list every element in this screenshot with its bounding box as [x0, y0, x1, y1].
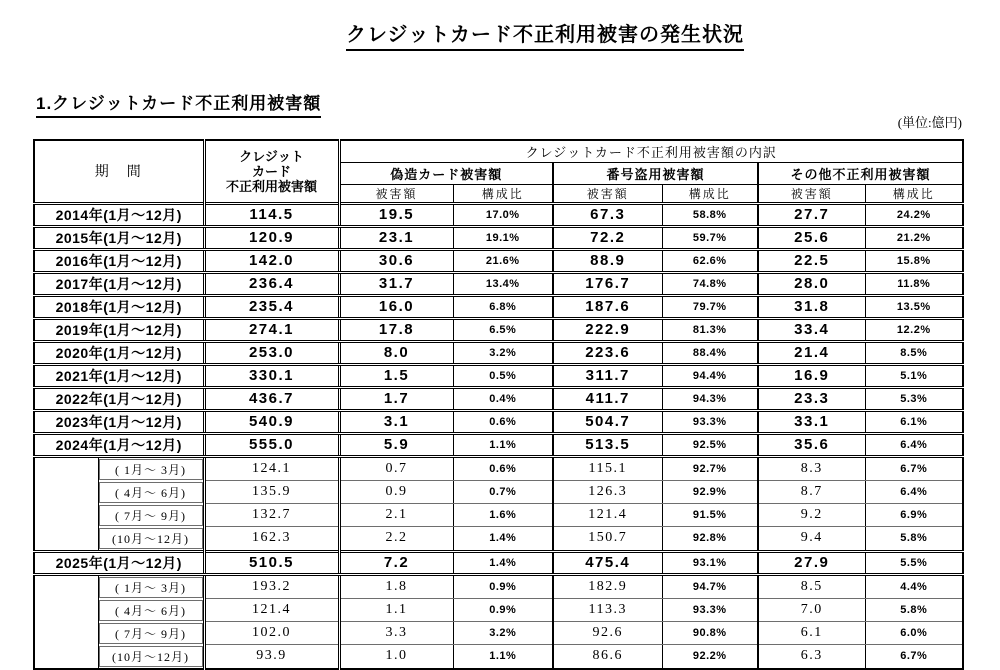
- section-heading: 1.クレジットカード不正利用被害額: [36, 89, 321, 118]
- total-damage-cell: 274.1: [204, 318, 339, 341]
- total-header-line3: 不正利用被害額: [225, 178, 317, 194]
- other-amount-cell: 27.9: [758, 551, 865, 574]
- counterfeit-amount-cell: 23.1: [339, 226, 453, 249]
- counterfeit-ratio-cell: 19.1%: [453, 226, 553, 249]
- number-theft-amount-cell: 411.7: [553, 387, 662, 410]
- ratio-subheader: 構成比: [865, 184, 963, 203]
- number-theft-amount-cell: 513.5: [553, 433, 662, 456]
- other-ratio-cell: 13.5%: [865, 295, 963, 318]
- other-ratio-cell: 4.4%: [865, 574, 963, 599]
- other-ratio-cell: 6.7%: [865, 645, 963, 669]
- total-header-line1: クレジット: [239, 148, 304, 164]
- total-damage-cell: 142.0: [204, 249, 339, 272]
- number-theft-amount-cell: 113.3: [553, 599, 662, 622]
- ratio-subheader: 構成比: [453, 184, 553, 203]
- counterfeit-amount-cell: 7.2: [339, 551, 453, 574]
- table-row-year: [34, 341, 963, 364]
- other-amount-cell: 35.6: [758, 433, 865, 456]
- total-damage-cell: 236.4: [204, 272, 339, 295]
- other-amount-cell: 16.9: [758, 364, 865, 387]
- table-row-quarter: [34, 645, 963, 669]
- group-header-other: その他不正利用被害額: [758, 162, 963, 184]
- ratio-subheader: 構成比: [662, 184, 758, 203]
- table-row-year: [34, 551, 963, 574]
- counterfeit-ratio-cell: 3.2%: [453, 341, 553, 364]
- other-amount-cell: 9.4: [758, 527, 865, 552]
- counterfeit-amount-cell: 19.5: [339, 203, 453, 226]
- number-theft-ratio-cell: 93.3%: [662, 410, 758, 433]
- table-row-year: [34, 295, 963, 318]
- other-amount-cell: 8.7: [758, 481, 865, 504]
- table-row-year: [34, 387, 963, 410]
- counterfeit-ratio-cell: 13.4%: [453, 272, 553, 295]
- other-amount-cell: 25.6: [758, 226, 865, 249]
- number-theft-amount-cell: 187.6: [553, 295, 662, 318]
- period-cell: 2019年(1月～12月): [34, 318, 204, 341]
- other-ratio-cell: 24.2%: [865, 203, 963, 226]
- counterfeit-amount-cell: 5.9: [339, 433, 453, 456]
- total-damage-cell: 93.9: [204, 645, 339, 669]
- other-ratio-cell: 12.2%: [865, 318, 963, 341]
- period-cell: 2014年(1月～12月): [34, 203, 204, 226]
- number-theft-ratio-cell: 62.6%: [662, 249, 758, 272]
- counterfeit-amount-cell: 16.0: [339, 295, 453, 318]
- period-cell: 2016年(1月～12月): [34, 249, 204, 272]
- number-theft-amount-cell: 176.7: [553, 272, 662, 295]
- amount-subheader: 被害額: [758, 184, 865, 203]
- total-damage-cell: 114.5: [204, 203, 339, 226]
- total-damage-cell: 121.4: [204, 599, 339, 622]
- total-damage-cell: 253.0: [204, 341, 339, 364]
- total-damage-cell: 330.1: [204, 364, 339, 387]
- table-row-quarter: [34, 527, 963, 552]
- counterfeit-ratio-cell: 0.9%: [453, 574, 553, 599]
- counterfeit-amount-cell: 2.2: [339, 527, 453, 552]
- table-row-year: [34, 272, 963, 295]
- page-title-wrap: [0, 18, 1000, 47]
- number-theft-amount-cell: 115.1: [553, 456, 662, 481]
- other-ratio-cell: 6.7%: [865, 456, 963, 481]
- number-theft-ratio-cell: 81.3%: [662, 318, 758, 341]
- number-theft-amount-cell: 223.6: [553, 341, 662, 364]
- number-theft-amount-cell: 150.7: [553, 527, 662, 552]
- counterfeit-ratio-cell: 17.0%: [453, 203, 553, 226]
- other-ratio-cell: 5.8%: [865, 599, 963, 622]
- counterfeit-amount-cell: 1.7: [339, 387, 453, 410]
- fraud-damage-table: [33, 139, 964, 670]
- other-amount-cell: 21.4: [758, 341, 865, 364]
- number-theft-ratio-cell: 91.5%: [662, 504, 758, 527]
- other-amount-cell: 8.3: [758, 456, 865, 481]
- period-cell: 2025年(1月～12月): [34, 551, 204, 574]
- table-row-quarter: [34, 456, 963, 481]
- counterfeit-amount-cell: 2.1: [339, 504, 453, 527]
- number-theft-ratio-cell: 94.3%: [662, 387, 758, 410]
- table-row-year: [34, 203, 963, 226]
- other-ratio-cell: 5.5%: [865, 551, 963, 574]
- number-theft-amount-cell: 92.6: [553, 622, 662, 645]
- table-row-quarter: [34, 574, 963, 599]
- period-cell: 2023年(1月～12月): [34, 410, 204, 433]
- total-damage-cell: 162.3: [204, 527, 339, 552]
- number-theft-amount-cell: 86.6: [553, 645, 662, 669]
- quarter-period-label: ( 7月～ 9月): [99, 505, 203, 526]
- other-amount-cell: 22.5: [758, 249, 865, 272]
- total-damage-cell: 540.9: [204, 410, 339, 433]
- table-row-year: [34, 226, 963, 249]
- quarter-period-label: ( 1月～ 3月): [99, 577, 203, 598]
- other-amount-cell: 8.5: [758, 574, 865, 599]
- counterfeit-ratio-cell: 0.7%: [453, 481, 553, 504]
- period-cell: 2015年(1月～12月): [34, 226, 204, 249]
- other-ratio-cell: 15.8%: [865, 249, 963, 272]
- other-amount-cell: 31.8: [758, 295, 865, 318]
- counterfeit-amount-cell: 8.0: [339, 341, 453, 364]
- other-amount-cell: 27.7: [758, 203, 865, 226]
- counterfeit-amount-cell: 17.8: [339, 318, 453, 341]
- other-amount-cell: 6.1: [758, 622, 865, 645]
- quarter-period-cell: [98, 456, 204, 481]
- counterfeit-amount-cell: 3.3: [339, 622, 453, 645]
- quarter-period-cell: [98, 622, 204, 645]
- total-damage-cell: 120.9: [204, 226, 339, 249]
- quarter-period-cell: [98, 645, 204, 669]
- table-row-year: [34, 318, 963, 341]
- other-ratio-cell: 6.4%: [865, 433, 963, 456]
- total-damage-cell: 235.4: [204, 295, 339, 318]
- period-cell: 2021年(1月～12月): [34, 364, 204, 387]
- total-column-header: [204, 140, 339, 203]
- other-amount-cell: 28.0: [758, 272, 865, 295]
- counterfeit-ratio-cell: 1.1%: [453, 645, 553, 669]
- counterfeit-amount-cell: 1.1: [339, 599, 453, 622]
- total-header-line2: カード: [251, 163, 291, 179]
- quarter-period-cell: [98, 527, 204, 552]
- counterfeit-ratio-cell: 0.5%: [453, 364, 553, 387]
- number-theft-ratio-cell: 74.8%: [662, 272, 758, 295]
- period-spacer-cell: [34, 574, 98, 669]
- group-header-number-theft: 番号盗用被害額: [553, 162, 758, 184]
- breakdown-header: クレジットカード不正利用被害額の内訳: [339, 140, 963, 162]
- period-cell: 2017年(1月～12月): [34, 272, 204, 295]
- quarter-period-label: ( 7月～ 9月): [99, 623, 203, 644]
- number-theft-amount-cell: 126.3: [553, 481, 662, 504]
- number-theft-ratio-cell: 92.7%: [662, 456, 758, 481]
- period-cell: 2020年(1月～12月): [34, 341, 204, 364]
- number-theft-amount-cell: 504.7: [553, 410, 662, 433]
- other-ratio-cell: 5.1%: [865, 364, 963, 387]
- counterfeit-ratio-cell: 1.4%: [453, 527, 553, 552]
- table-row-quarter: [34, 599, 963, 622]
- table-row-year: [34, 249, 963, 272]
- table-header: [34, 140, 963, 203]
- table-body: [34, 203, 963, 669]
- period-cell: 2022年(1月～12月): [34, 387, 204, 410]
- quarter-period-cell: [98, 574, 204, 599]
- counterfeit-amount-cell: 0.9: [339, 481, 453, 504]
- other-ratio-cell: 5.8%: [865, 527, 963, 552]
- number-theft-ratio-cell: 58.8%: [662, 203, 758, 226]
- number-theft-ratio-cell: 79.7%: [662, 295, 758, 318]
- counterfeit-amount-cell: 31.7: [339, 272, 453, 295]
- total-damage-cell: 135.9: [204, 481, 339, 504]
- number-theft-ratio-cell: 94.4%: [662, 364, 758, 387]
- other-amount-cell: 9.2: [758, 504, 865, 527]
- group-header-counterfeit: 偽造カード被害額: [339, 162, 553, 184]
- quarter-period-cell: [98, 504, 204, 527]
- counterfeit-ratio-cell: 6.8%: [453, 295, 553, 318]
- table-row-quarter: [34, 622, 963, 645]
- counterfeit-amount-cell: 3.1: [339, 410, 453, 433]
- other-ratio-cell: 6.0%: [865, 622, 963, 645]
- other-amount-cell: 33.1: [758, 410, 865, 433]
- counterfeit-amount-cell: 30.6: [339, 249, 453, 272]
- counterfeit-ratio-cell: 6.5%: [453, 318, 553, 341]
- counterfeit-amount-cell: 0.7: [339, 456, 453, 481]
- counterfeit-ratio-cell: 1.6%: [453, 504, 553, 527]
- counterfeit-amount-cell: 1.0: [339, 645, 453, 669]
- number-theft-ratio-cell: 92.2%: [662, 645, 758, 669]
- counterfeit-ratio-cell: 0.4%: [453, 387, 553, 410]
- period-cell: 2018年(1月～12月): [34, 295, 204, 318]
- table-row-year: [34, 364, 963, 387]
- number-theft-amount-cell: 311.7: [553, 364, 662, 387]
- period-column-header: 期 間: [34, 140, 204, 203]
- number-theft-amount-cell: 475.4: [553, 551, 662, 574]
- number-theft-ratio-cell: 92.9%: [662, 481, 758, 504]
- quarter-period-label: (10月～12月): [99, 528, 203, 549]
- counterfeit-ratio-cell: 1.1%: [453, 433, 553, 456]
- unit-note: (単位:億円): [897, 115, 962, 130]
- other-ratio-cell: 6.4%: [865, 481, 963, 504]
- number-theft-ratio-cell: 92.5%: [662, 433, 758, 456]
- amount-subheader: 被害額: [339, 184, 453, 203]
- number-theft-amount-cell: 88.9: [553, 249, 662, 272]
- other-amount-cell: 6.3: [758, 645, 865, 669]
- quarter-period-label: ( 4月～ 6月): [99, 600, 203, 621]
- counterfeit-ratio-cell: 0.6%: [453, 410, 553, 433]
- other-ratio-cell: 5.3%: [865, 387, 963, 410]
- other-amount-cell: 33.4: [758, 318, 865, 341]
- other-ratio-cell: 21.2%: [865, 226, 963, 249]
- total-damage-cell: 510.5: [204, 551, 339, 574]
- quarter-period-cell: [98, 599, 204, 622]
- other-ratio-cell: 6.9%: [865, 504, 963, 527]
- period-cell: 2024年(1月～12月): [34, 433, 204, 456]
- other-ratio-cell: 8.5%: [865, 341, 963, 364]
- number-theft-ratio-cell: 93.1%: [662, 551, 758, 574]
- counterfeit-amount-cell: 1.8: [339, 574, 453, 599]
- counterfeit-ratio-cell: 3.2%: [453, 622, 553, 645]
- counterfeit-ratio-cell: 0.9%: [453, 599, 553, 622]
- number-theft-ratio-cell: 90.8%: [662, 622, 758, 645]
- other-ratio-cell: 6.1%: [865, 410, 963, 433]
- counterfeit-ratio-cell: 0.6%: [453, 456, 553, 481]
- number-theft-ratio-cell: 92.8%: [662, 527, 758, 552]
- quarter-period-label: ( 1月～ 3月): [99, 459, 203, 480]
- page-title: クレジットカード不正利用被害の発生状況: [346, 24, 744, 51]
- total-damage-cell: 436.7: [204, 387, 339, 410]
- period-spacer-cell: [34, 456, 98, 551]
- total-damage-cell: 193.2: [204, 574, 339, 599]
- table-row-year: [34, 410, 963, 433]
- number-theft-ratio-cell: 59.7%: [662, 226, 758, 249]
- number-theft-amount-cell: 182.9: [553, 574, 662, 599]
- amount-subheader: 被害額: [553, 184, 662, 203]
- quarter-period-label: (10月～12月): [99, 646, 203, 667]
- table-row-quarter: [34, 504, 963, 527]
- number-theft-amount-cell: 222.9: [553, 318, 662, 341]
- total-damage-cell: 102.0: [204, 622, 339, 645]
- other-amount-cell: 23.3: [758, 387, 865, 410]
- number-theft-ratio-cell: 88.4%: [662, 341, 758, 364]
- counterfeit-amount-cell: 1.5: [339, 364, 453, 387]
- number-theft-amount-cell: 121.4: [553, 504, 662, 527]
- quarter-period-label: ( 4月～ 6月): [99, 482, 203, 503]
- number-theft-amount-cell: 72.2: [553, 226, 662, 249]
- quarter-period-cell: [98, 481, 204, 504]
- counterfeit-ratio-cell: 21.6%: [453, 249, 553, 272]
- other-amount-cell: 7.0: [758, 599, 865, 622]
- table-row-year: [34, 433, 963, 456]
- total-damage-cell: 132.7: [204, 504, 339, 527]
- number-theft-ratio-cell: 93.3%: [662, 599, 758, 622]
- total-damage-cell: 555.0: [204, 433, 339, 456]
- number-theft-amount-cell: 67.3: [553, 203, 662, 226]
- total-damage-cell: 124.1: [204, 456, 339, 481]
- number-theft-ratio-cell: 94.7%: [662, 574, 758, 599]
- counterfeit-ratio-cell: 1.4%: [453, 551, 553, 574]
- table-row-quarter: [34, 481, 963, 504]
- other-ratio-cell: 11.8%: [865, 272, 963, 295]
- section-head-row: [0, 89, 1000, 130]
